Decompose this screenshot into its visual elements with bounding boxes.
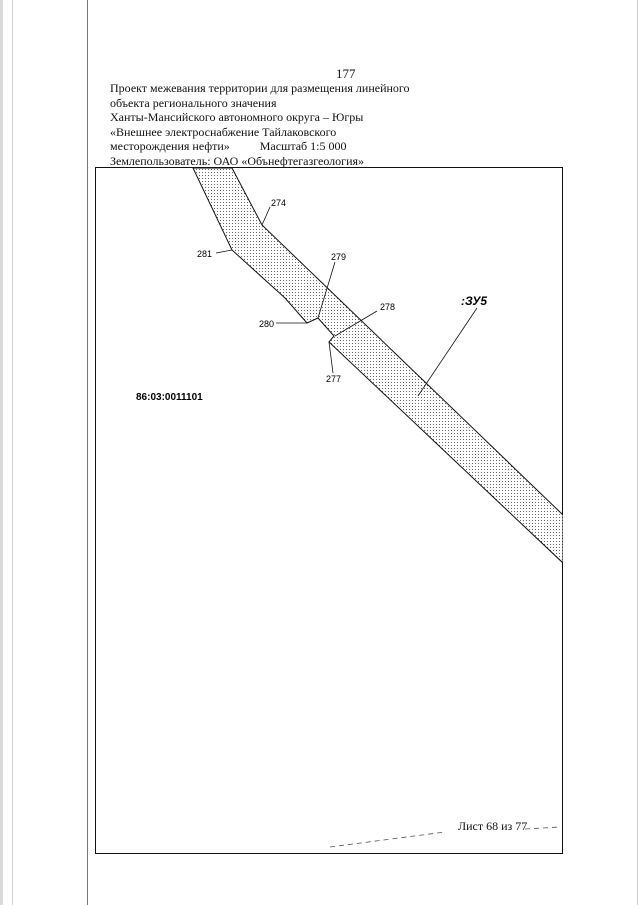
point-label-277: 277 [326, 374, 342, 384]
map-border [96, 168, 563, 854]
land-user: Землепользователь: ОАО «Обънефтегазгеология» [110, 153, 365, 168]
land-parcel-strip [193, 168, 563, 563]
page-number: 177 [336, 66, 356, 81]
header-line: «Внешнее электроснабжение Тайлаковского [110, 124, 337, 139]
point-label-274: 274 [271, 198, 287, 208]
cadastral-block-number: 86:03:0011101 [136, 392, 203, 403]
sheet-number: Лист 68 из 77 [458, 819, 528, 833]
leader-line [216, 250, 232, 253]
leader-line [262, 207, 270, 225]
header-line: объекта регионального значения [110, 95, 277, 110]
point-label-281: 281 [197, 249, 213, 259]
parcel-label: :ЗУ5 [461, 294, 488, 308]
dashed-line [525, 827, 560, 829]
point-label-279: 279 [331, 252, 347, 262]
leader-line [418, 308, 477, 396]
header-line-with-scale [110, 139, 440, 154]
document-header [110, 81, 440, 169]
dashed-line [330, 832, 445, 847]
binding-margin-line [87, 0, 88, 905]
point-label-278: 278 [380, 302, 396, 312]
scan-edge [0, 0, 3, 905]
point-label-280: 280 [259, 319, 275, 329]
cadastral-map [95, 167, 563, 854]
header-line: месторождения нефти» [110, 139, 230, 154]
map-scale: Масштаб 1:5 000 [259, 139, 347, 154]
leader-line [329, 342, 333, 373]
scan-edge [637, 0, 638, 905]
scan-edge [12, 0, 13, 905]
header-line: Ханты-Мансийского автономного округа – Югры [110, 110, 364, 125]
header-line: Проект межевания территории для размещения линейного [110, 81, 410, 95]
